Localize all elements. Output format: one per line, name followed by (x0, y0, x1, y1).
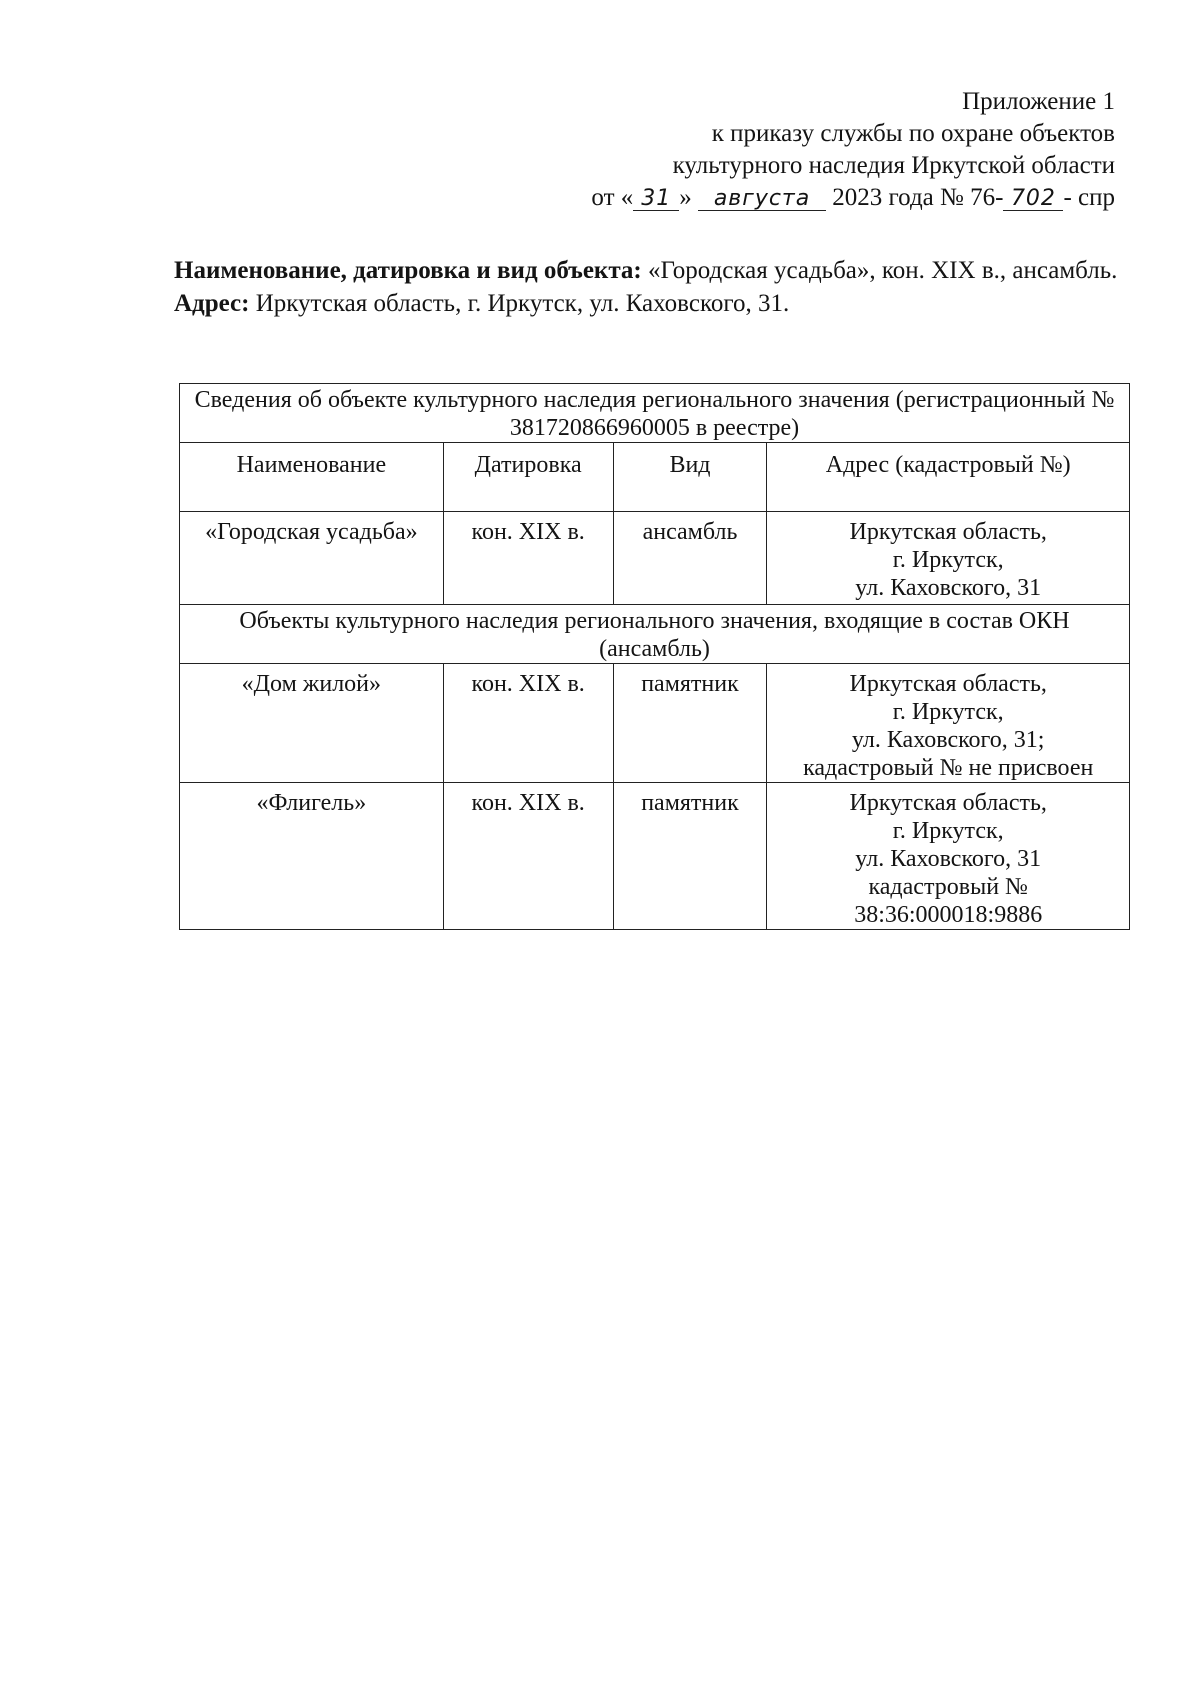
object-address-value: Иркутская область, г. Иркутск, ул. Каховского, 31. (255, 290, 790, 317)
appendix-title: Приложение 1 (962, 88, 1115, 115)
heritage-table (179, 383, 1130, 930)
date-prefix: от « (591, 184, 634, 211)
address-line: Иркутская область, (849, 671, 1047, 697)
handwritten-month: августа (698, 188, 826, 211)
cell-date: кон. XIX в. (443, 783, 613, 930)
cell-name: «Флигель» (180, 783, 444, 930)
appendix-header (591, 86, 1115, 214)
cell-address (767, 664, 1130, 783)
order-suffix: - спр (1063, 184, 1115, 211)
object-name-value: «Городская усадьба», кон. XIX в., ансамбль. (647, 257, 1118, 284)
address-line: г. Иркутск, (892, 699, 1004, 725)
table-row (180, 664, 1130, 783)
handwritten-day: 31 (633, 188, 679, 211)
section2-title: Объекты культурного наследия регионального значения, входящие в состав ОКН (ансамбль) (180, 605, 1130, 664)
appendix-authority: культурного наследия Иркутской области (672, 152, 1115, 179)
cell-address (767, 783, 1130, 930)
section1-title: Сведения об объекте культурного наследия регионального значения (регистрационный № 381720866960005 в реестре) (180, 384, 1130, 443)
cell-type: ансамбль (613, 512, 767, 605)
cell-name: «Дом жилой» (180, 664, 444, 783)
cell-date: кон. XIX в. (443, 512, 613, 605)
appendix-order-ref: к приказу службы по охране объектов (711, 120, 1115, 147)
cell-type: памятник (613, 783, 767, 930)
address-line: кадастровый № (868, 874, 1028, 900)
address-line: 38:36:000018:9886 (854, 902, 1043, 928)
header-date: Датировка (443, 443, 613, 512)
appendix-date-line (591, 182, 1115, 214)
header-type: Вид (613, 443, 767, 512)
cell-date: кон. XIX в. (443, 664, 613, 783)
object-address-label: Адрес: (174, 290, 250, 317)
address-line: ул. Каховского, 31; (851, 727, 1045, 753)
cell-name: «Городская усадьба» (180, 512, 444, 605)
table-row (180, 783, 1130, 930)
address-line: Иркутская область, (849, 519, 1047, 545)
address-line: ул. Каховского, 31 (855, 846, 1042, 872)
table-row-main (180, 512, 1130, 605)
header-name: Наименование (180, 443, 444, 512)
header-address: Адрес (кадастровый №) (767, 443, 1130, 512)
object-name-label: Наименование, датировка и вид объекта: (174, 257, 642, 284)
date-year-text: 2023 года № 76- (832, 184, 1004, 211)
handwritten-order-number: 702 (1003, 188, 1063, 211)
cell-type: памятник (613, 664, 767, 783)
date-mid: » (679, 184, 692, 211)
object-address-paragraph (174, 287, 1134, 320)
address-line: Иркутская область, (849, 790, 1047, 816)
address-line: кадастровый № не присвоен (803, 755, 1094, 781)
address-line: г. Иркутск, (892, 818, 1004, 844)
object-name-paragraph (174, 254, 1134, 287)
object-intro (174, 254, 1134, 320)
cell-address (767, 512, 1130, 605)
address-line: г. Иркутск, (892, 547, 1004, 573)
address-line: ул. Каховского, 31 (855, 575, 1042, 601)
